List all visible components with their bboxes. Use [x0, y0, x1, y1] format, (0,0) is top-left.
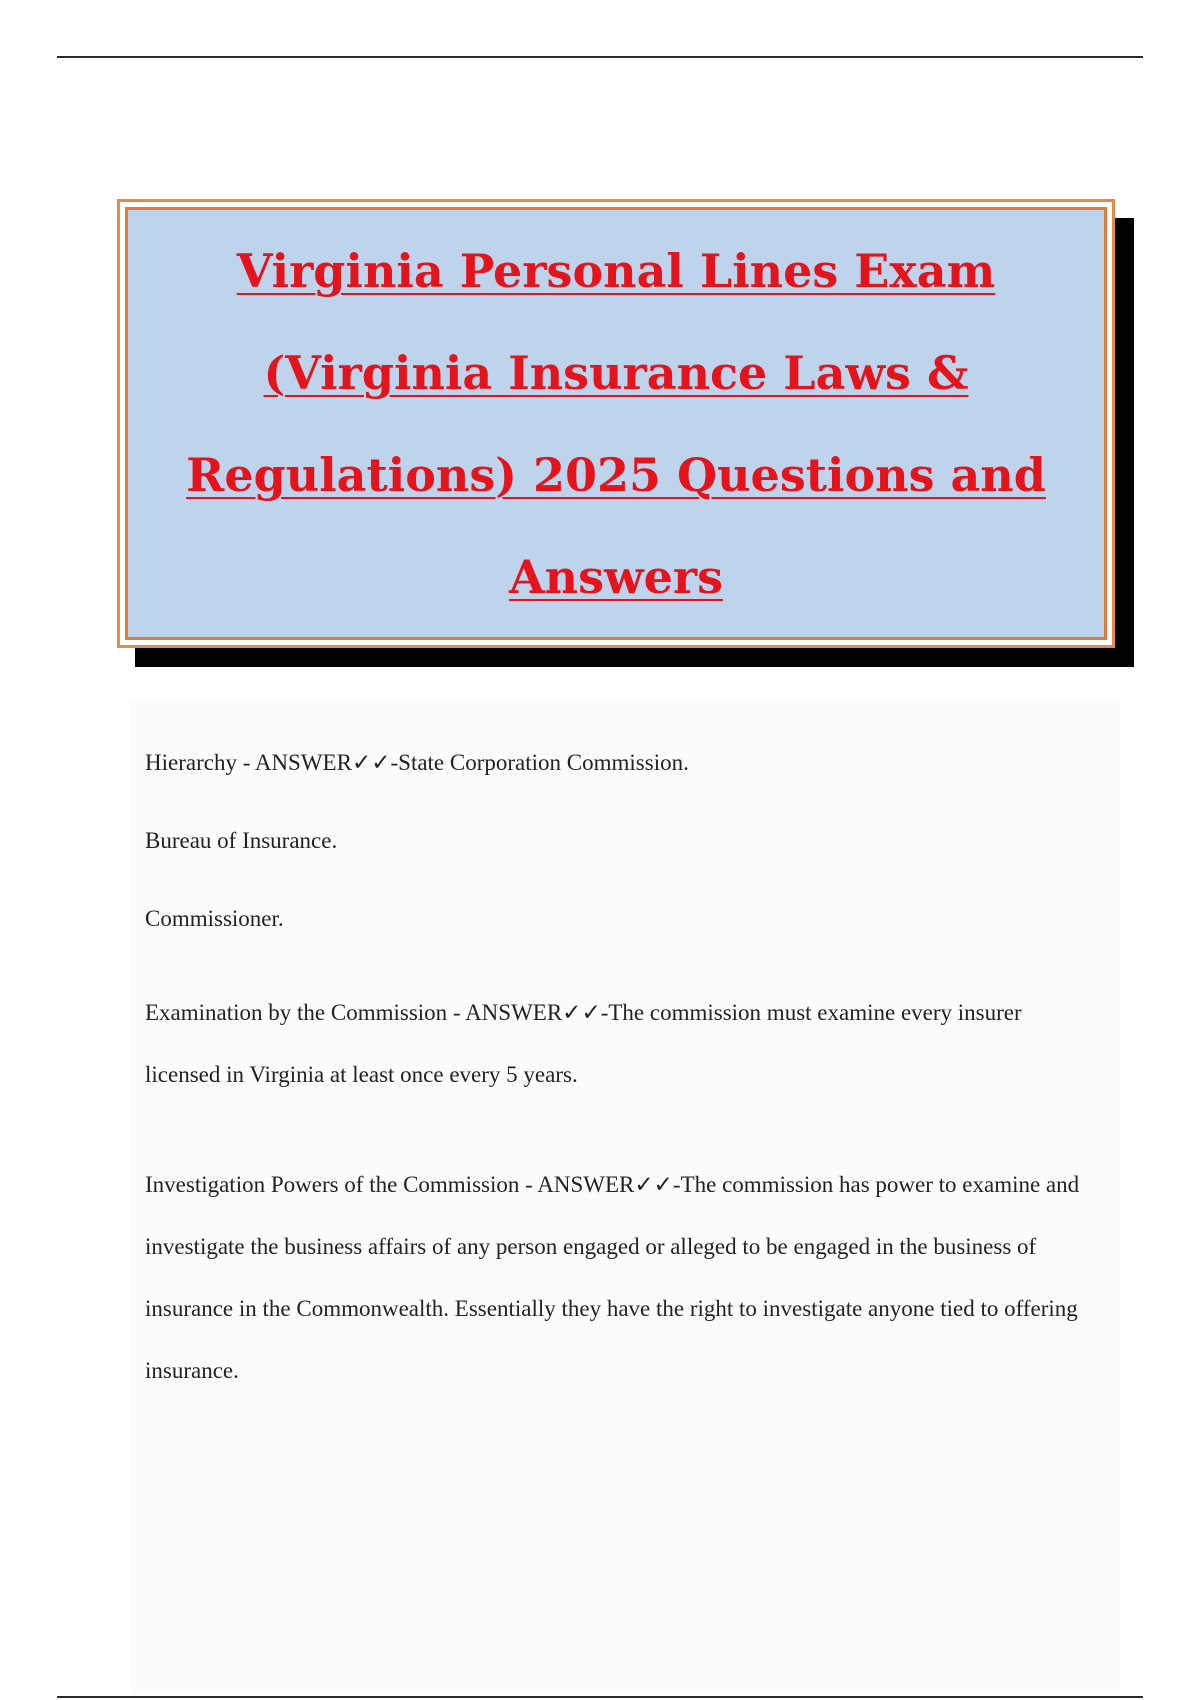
qa-entry-bureau: Bureau of Insurance.: [145, 828, 338, 853]
qa-entry-hierarchy: Hierarchy - ANSWER✓✓-State Corporation Commission.: [145, 750, 689, 775]
title-box: [117, 199, 1115, 648]
top-rule: [57, 56, 1143, 58]
qa-entry-investigation-powers: Investigation Powers of the Commission - ANSWER✓✓-The commission has power to examine and investigate the business affairs of any person engaged or alleged to be engaged in the business of insurance in the Commonwealth. Essentially they have the right to investigate anyone tied to offering insurance.: [145, 1172, 1080, 1383]
qa-entry-commissioner: Commissioner.: [145, 906, 284, 931]
document-title: Virginia Personal Lines Exam (Virginia Insurance Laws & Regulations) 2025 Questions and Answers: [186, 243, 1046, 604]
bottom-rule: [57, 1696, 1143, 1698]
qa-entry-examination: Examination by the Commission - ANSWER✓✓-The commission must examine every insurer licensed in Virginia at least once every 5 years.: [145, 1000, 1022, 1087]
title-box-inner: [125, 207, 1107, 640]
document-body: [145, 748, 1090, 1450]
